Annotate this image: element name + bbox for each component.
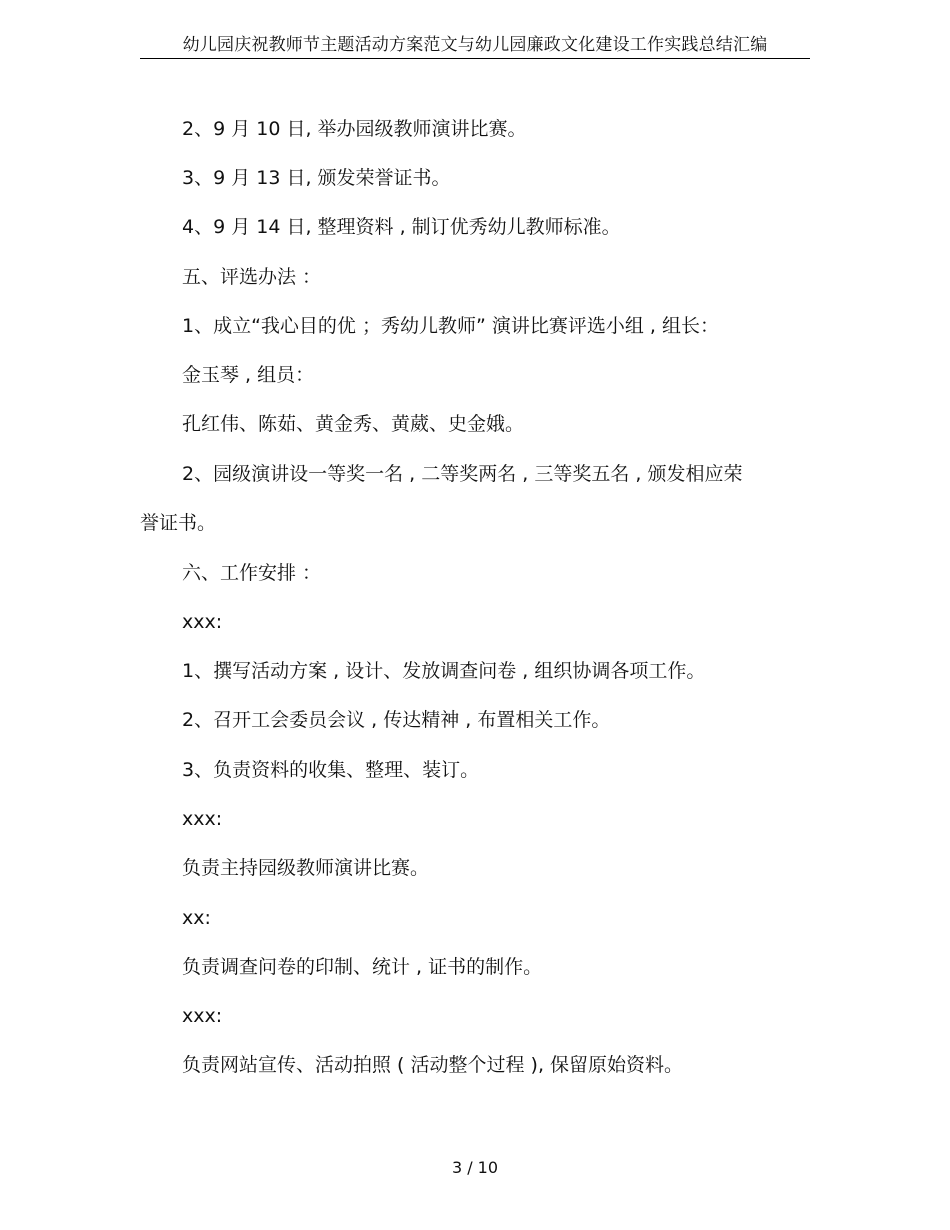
paragraph-line: 孔红伟、陈茹、黄金秀、黄葳、史金娥。	[182, 413, 525, 435]
paragraph-line: 誉证书。	[140, 512, 217, 534]
person-label: xxx:	[182, 611, 223, 633]
paragraph-line: 负责主持园级教师演讲比赛。	[182, 857, 430, 879]
section-heading: 六、工作安排 ：	[182, 562, 322, 584]
person-label: xxx:	[182, 808, 223, 830]
paragraph-line: 1、成立“我心目的优 ；秀幼儿教师” 演讲比赛评选小组 , 组长：	[182, 315, 719, 337]
page-header: 幼儿园庆祝教师节主题活动方案范文与幼儿园廉政文化建设工作实践总结汇编	[140, 34, 810, 59]
paragraph-line: 2、园级演讲设一等奖一名 , 二等奖两名 , 三等奖五名 , 颁发相应荣	[182, 463, 743, 485]
paragraph-line: 2、9 月 10 日, 举办园级教师演讲比赛。	[182, 118, 527, 140]
section-heading: 五、评选办法 ：	[182, 266, 322, 288]
paragraph-line: 4、9 月 14 日, 整理资料 , 制订优秀幼儿教师标准。	[182, 216, 621, 238]
page-number: 3 / 10	[451, 1158, 499, 1177]
paragraph-line: 3、负责资料的收集、整理、装订。	[182, 759, 480, 781]
paragraph-line: 2、召开工会委员会议 , 传达精神 , 布置相关工作。	[182, 709, 611, 731]
paragraph-line: 金玉琴 , 组员：	[182, 364, 315, 386]
paragraph-line: 3、9 月 13 日, 颁发荣誉证书。	[182, 167, 451, 189]
paragraph-line: 负责网站宣传、活动拍照 ( 活动整个过程 ), 保留原始资料。	[182, 1054, 684, 1076]
paragraph-line: 1、撰写活动方案 , 设计、发放调查问卷 , 组织协调各项工作。	[182, 660, 706, 682]
person-label: xxx:	[182, 1005, 223, 1027]
person-label: xx:	[182, 907, 211, 929]
paragraph-line: 负责调查问卷的印制、统计 , 证书的制作。	[182, 956, 543, 978]
